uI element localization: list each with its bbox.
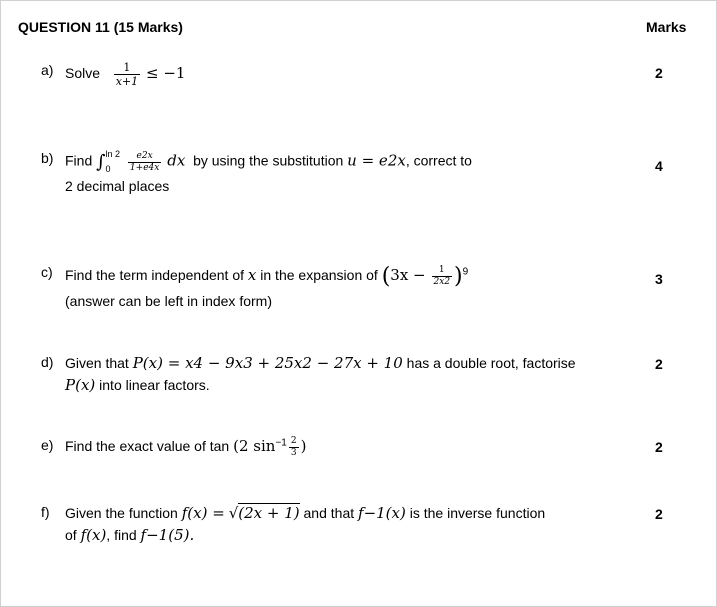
- integrand-fraction: $\frac{e2x}{1+e4x}$: [129, 150, 160, 173]
- question-label: d): [41, 354, 54, 370]
- fraction: $\frac{1}{2x2}$: [433, 265, 451, 287]
- marks-d: 2: [655, 356, 663, 372]
- question-label: c): [41, 264, 53, 280]
- marks-e: 2: [655, 439, 663, 455]
- question-label: e): [41, 437, 54, 453]
- question-label: a): [41, 62, 54, 78]
- marks-column-header: Marks: [646, 19, 687, 35]
- sqrt-sign: √: [228, 504, 239, 522]
- marks-b: 4: [655, 158, 663, 174]
- marks-a: 2: [655, 65, 663, 81]
- question-label: b): [41, 150, 54, 166]
- marks-c: 3: [655, 271, 663, 287]
- fraction: $\frac{1}{x+1}$: [115, 61, 139, 88]
- integral-sign: ∫: [96, 151, 106, 173]
- question-label: f): [41, 504, 50, 520]
- question-title: QUESTION 11 (15 Marks): [18, 19, 183, 35]
- marks-f: 2: [655, 506, 663, 522]
- fraction: $\frac{2}{3}$: [290, 436, 297, 458]
